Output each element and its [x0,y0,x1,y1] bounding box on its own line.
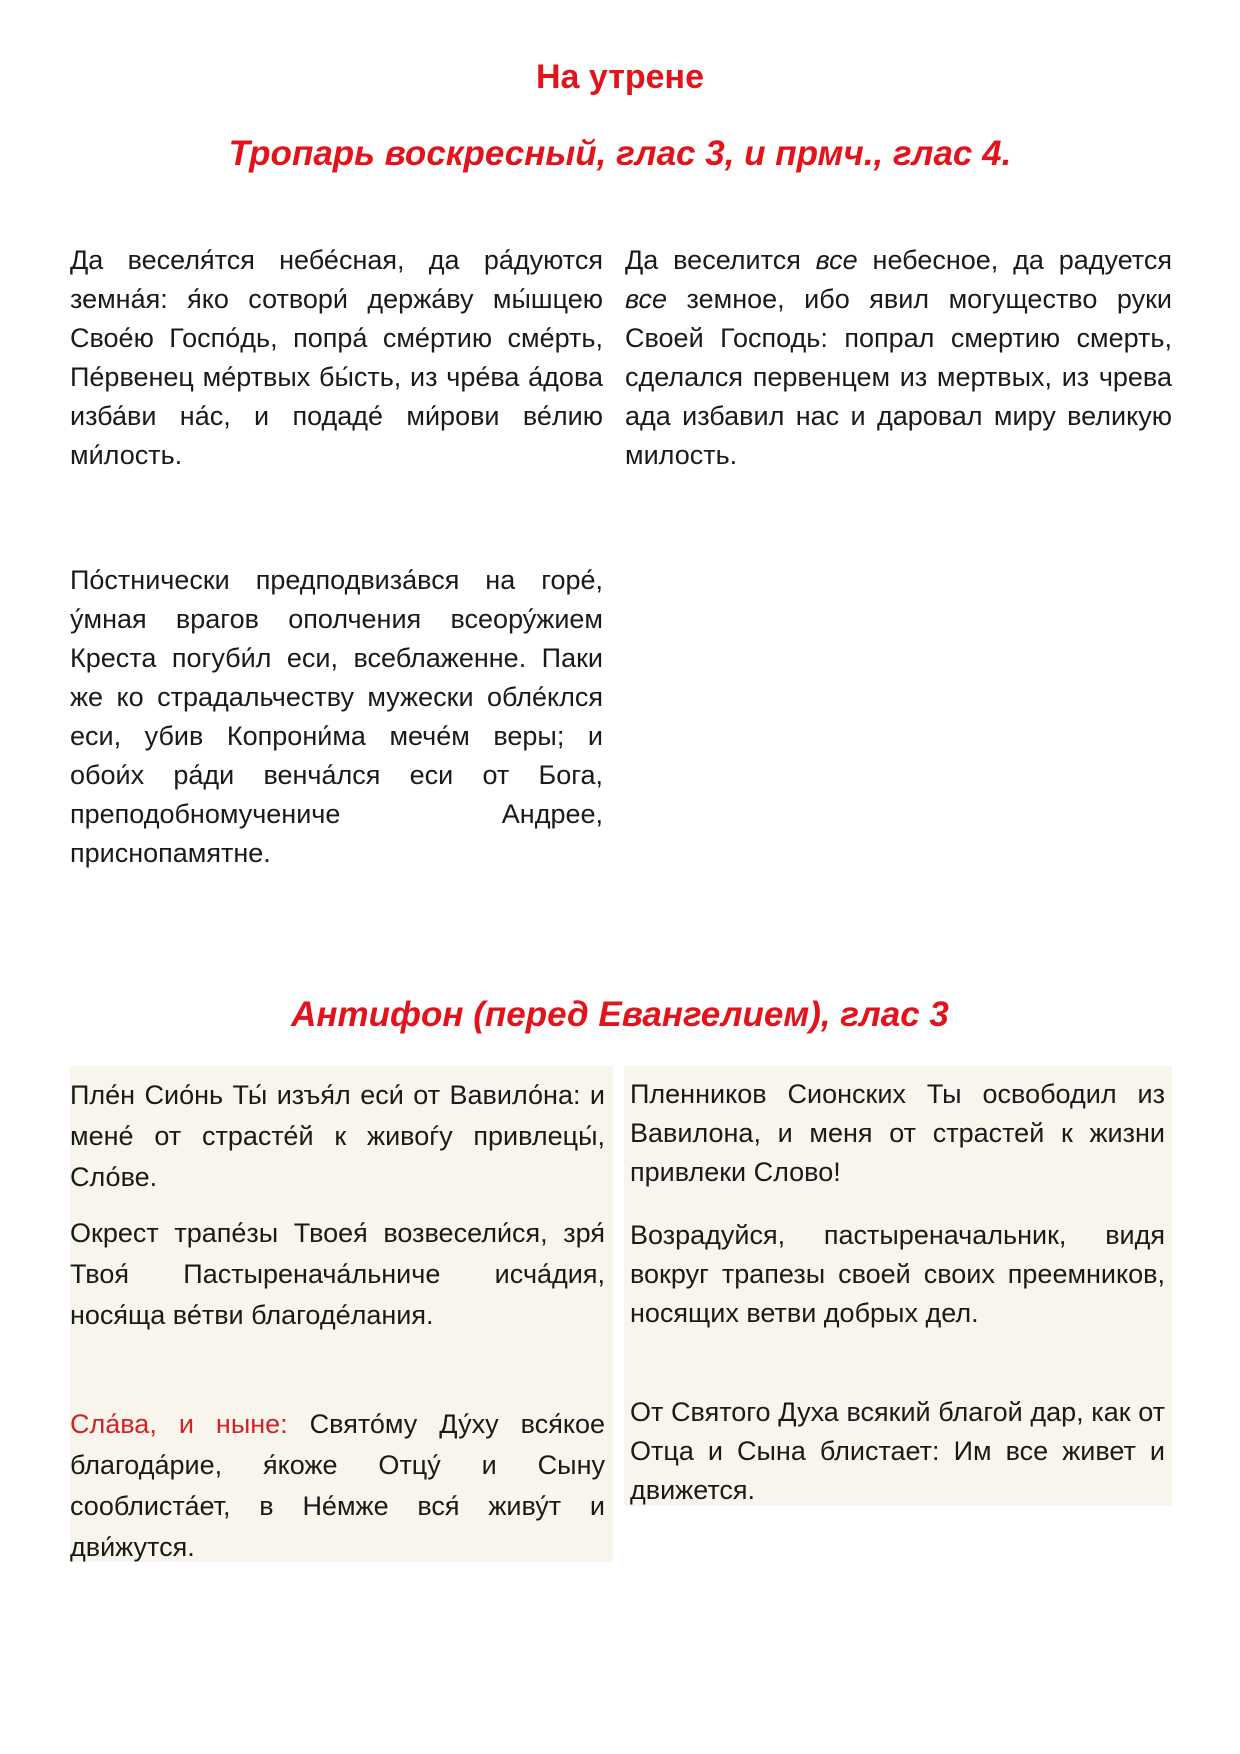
glory-rubric: Сла́ва, и ныне: [70,1409,288,1439]
section-heading: На утрене [535,58,704,96]
antiphon-verse2-russian: Возрадуйся, пастыреначальник, видя вокруг трапезы своей своих преемников, носящих ветви добрых дел. [630,1220,1165,1328]
troparion-heading: Тропарь воскресный, глас 3, и прмч., глас 4. [228,134,1012,173]
antiphon-verse3-slavonic: Сла́ва, и ныне: Свято́му Ду́ху вся́кое благода́рие, я́коже Отцу́ и Сыну сооблиста́ет, в Не́мже вся́ живу́т и дви́жутся. [70,1409,605,1562]
troparion-martyr-slavonic: По́стнически предподвиза́вся на горе́, у́мная врагов ополчения всеору́жием Креста погуби́л еси, всеблаженне. Паки же ко страдальчеству мужески обле́клся еси, убив Копрони́ма мече́м веры; и обои́х ра́ди венча́лся еси от Бога, преподобномучениче Андрее, приснопамятне. [70,565,603,868]
antiphon-verse2-slavonic: Окрест трапе́зы Твоея́ возвесели́ся, зря́ Твоя́ Пастыренача́льниче исча́дия, нося́ща ве́тви благоде́лания. [70,1218,605,1330]
antiphon-verse1-slavonic: Пле́н Сио́нь Ты́ изъя́л еси́ от Вавило́на: и мене́ от страсте́й к живоѓу привлецы́, Сло́ве. [70,1080,605,1192]
antiphon-verse1-russian: Пленников Сионских Ты освободил из Вавилона, и меня от страстей к жизни привлеки Слово! [630,1079,1165,1187]
emphasis-word: все [815,245,858,275]
antiphon-verse3-russian: От Святого Духа всякий благой дар, как от Отца и Сына блистает: Им все живет и движется. [630,1397,1165,1505]
emphasis-word: все [625,284,668,314]
troparion-resurrection-russian: Да веселится все небесное, да радуется все земное, ибо явил могущество руки Своей Господь: попрал смертию смерть, сделался первенцем из мертвых, из чрева ада избавил нас и даровал миру великую милость. [625,245,1172,470]
troparion-resurrection-slavonic: Да веселя́тся небе́сная, да ра́дуются земна́я: я́ко сотвори́ держа́ву мы́шцею Свое́ю Госпо́дь, попра́ сме́ртию сме́рть, Пе́рвенец ме́ртвых бы́сть, из чре́ва а́дова изба́ви на́с, и подаде́ ми́рови ве́лию ми́лость. [70,245,603,470]
antiphon-heading: Антифон (перед Евангелием), глас 3 [291,995,949,1034]
